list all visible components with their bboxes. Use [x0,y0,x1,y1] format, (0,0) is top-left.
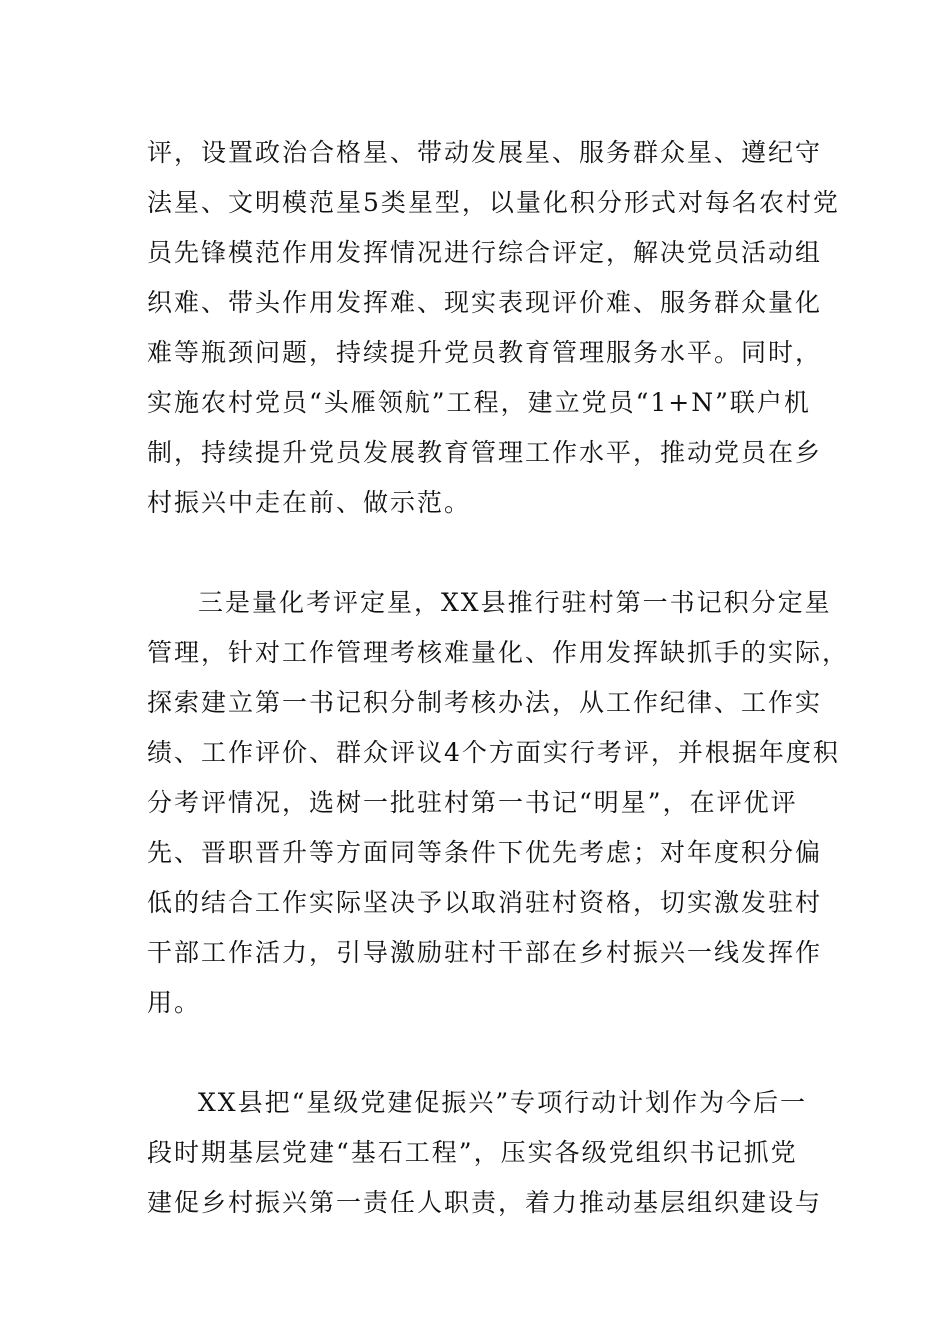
paragraph-line: 干部工作活力，引导激励驻村干部在乡村振兴一线发挥作 [147,938,823,967]
paragraph-line: XX县把“星级党建促振兴”专项行动计划作为今后一 [198,1088,808,1117]
paragraph-line: 村振兴中走在前、做示范。 [147,488,472,517]
paragraph-line: 先、晋职晋升等方面同等条件下优先考虑；对年度积分偏 [147,838,823,867]
paragraph-line: 三是量化考评定星，XX县推行驻村第一书记积分定星 [198,588,832,617]
paragraph-line: 绩、工作评价、群众评议4个方面实行考评，并根据年度积 [147,738,840,767]
paragraph-line: 员先锋模范作用发挥情况进行综合评定，解决党员活动组 [147,238,823,267]
paragraph-line: 难等瓶颈问题，持续提升党员教育管理服务水平。同时， [147,338,823,367]
paragraph-line: 管理，针对工作管理考核难量化、作用发挥缺抓手的实际， [147,638,850,667]
paragraph-line: 织难、带头作用发挥难、现实表现评价难、服务群众量化 [147,288,823,317]
paragraph-line: 实施农村党员“头雁领航”工程，建立党员“1+N”联户机 [147,388,811,417]
paragraph-line: 分考评情况，选树一批驻村第一书记“明星”，在评优评 [147,788,798,817]
paragraph-line: 低的结合工作实际坚决予以取消驻村资格，切实激发驻村 [147,888,823,917]
paragraph-line: 法星、文明模范星5类星型，以量化积分形式对每名农村党 [147,188,840,217]
paragraph-line: 用。 [147,988,202,1017]
paragraph-line: 探索建立第一书记积分制考核办法，从工作纪律、工作实 [147,688,823,717]
paragraph-line: 评，设置政治合格星、带动发展星、服务群众星、遵纪守 [147,138,823,167]
paragraph-line: 段时期基层党建“基石工程”，压实各级党组织书记抓党 [147,1138,798,1167]
paragraph-line: 建促乡村振兴第一责任人职责，着力推动基层组织建设与 [147,1188,823,1217]
paragraph-line: 制，持续提升党员发展教育管理工作水平，推动党员在乡 [147,438,823,467]
